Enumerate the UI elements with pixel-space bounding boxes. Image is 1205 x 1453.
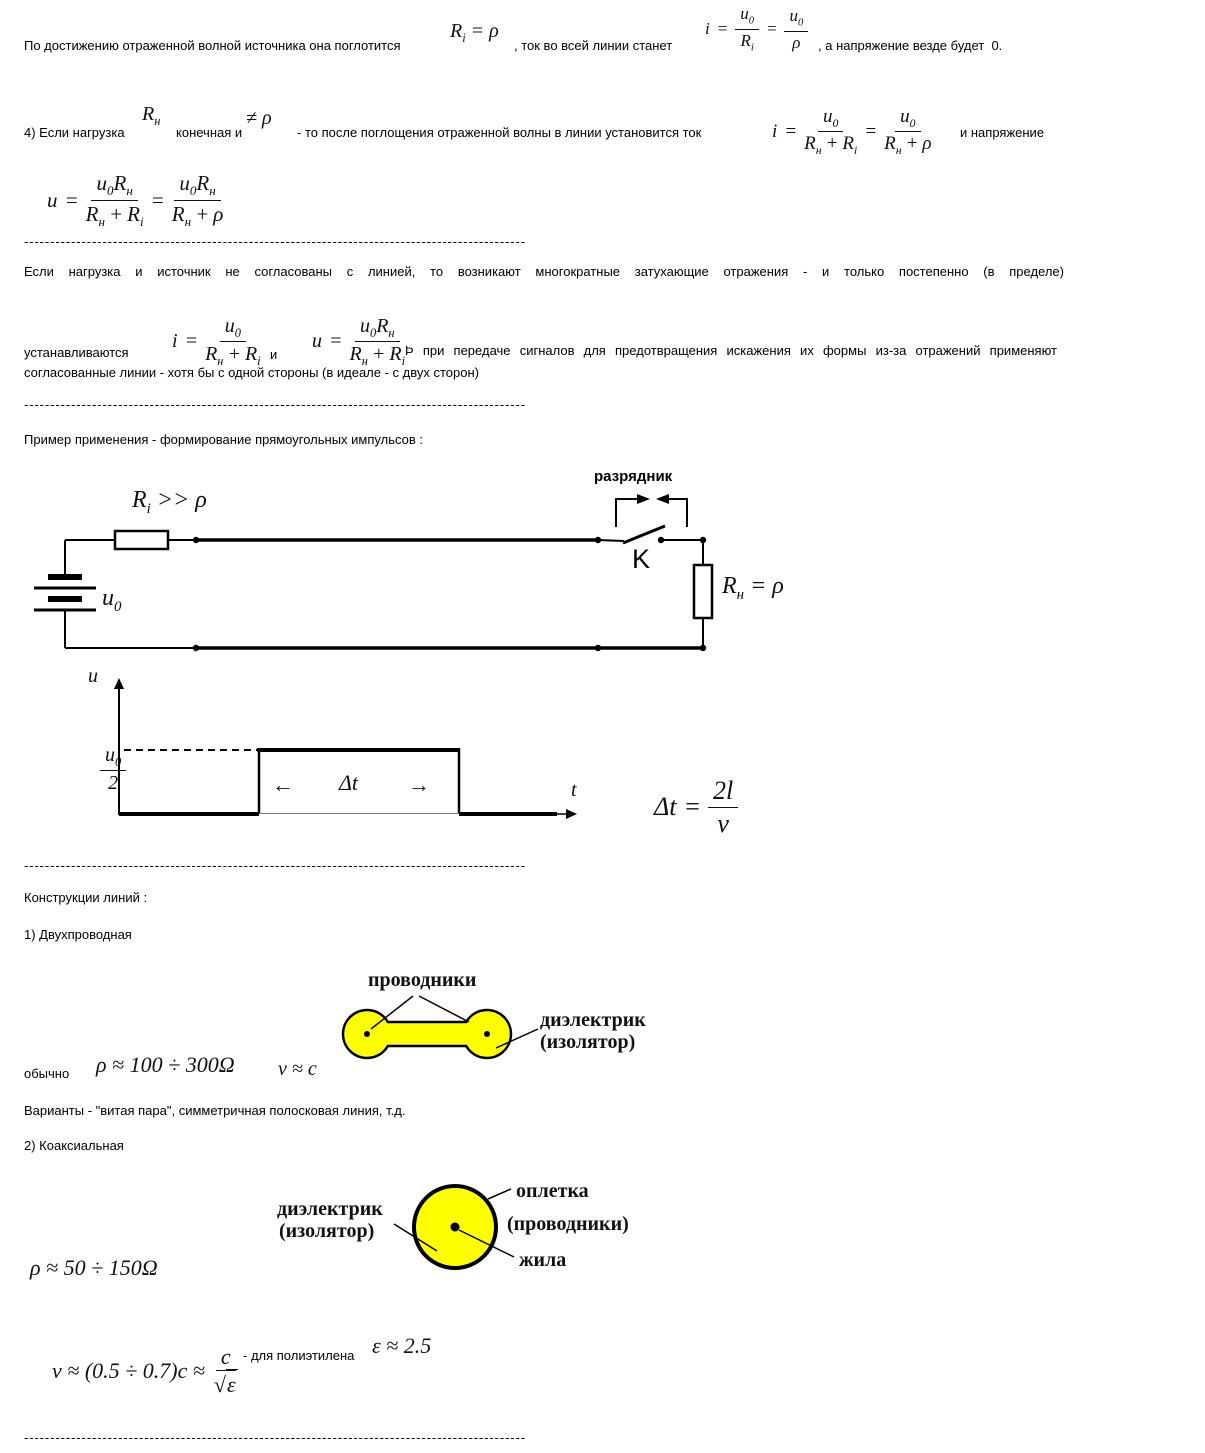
junction-dot — [700, 645, 706, 651]
paragraph-mismatched: Если нагрузка и источник не согласованы с линией, то возникают многократные затухающие отражения - и только постепенно (в пределе) — [24, 264, 1064, 279]
sym-sub: н — [154, 114, 161, 128]
sym: + — [371, 343, 386, 366]
formula-row — [52, 1344, 238, 1398]
fraction — [172, 171, 224, 230]
pointer-line — [488, 1189, 511, 1199]
sym-sub: н — [361, 354, 368, 369]
sym: ρ — [922, 133, 932, 155]
formula-rn — [142, 103, 160, 129]
numerator: c — [216, 1344, 236, 1371]
paragraph-matched-lines-1: Þ при передаче сигналов для предотвращения искажения их формы из-за отражений применяют — [405, 343, 1057, 358]
formula-rho-two-wire: ρ ≈ 100 ÷ 300Ω — [96, 1052, 235, 1077]
sym: R — [132, 487, 147, 513]
spark-gap-left-bracket — [616, 499, 639, 527]
sym: = — [716, 19, 729, 39]
sym: = ρ — [744, 573, 784, 599]
spark-gap-right-bracket — [667, 499, 687, 527]
fraction — [214, 1344, 238, 1398]
paragraph-variants: Варианты - "витая пара", симметричная полосковая линия, т.д. — [24, 1103, 406, 1118]
item-two-wire: 1) Двухпроводная — [24, 927, 132, 942]
formula-rho-coax: ρ ≈ 50 ÷ 150Ω — [30, 1255, 158, 1280]
fraction — [784, 6, 808, 52]
sym: = — [329, 330, 343, 353]
sym: v ≈ (0.5 ÷ 0.7)c ≈ — [52, 1357, 205, 1383]
switch-stub — [598, 540, 624, 541]
dashed-separator: ------------------------------------------------------------------------------------------------ — [24, 1430, 526, 1445]
sym: u — [900, 106, 910, 127]
paragraph-and-voltage: и напряжение — [960, 125, 1045, 140]
sym: = — [784, 120, 798, 142]
sym: R — [142, 103, 155, 125]
sym: R — [113, 171, 127, 195]
sym: u — [359, 315, 370, 337]
sym: ρ — [792, 32, 801, 52]
sym: Δt — [654, 792, 677, 822]
sym: = ρ — [465, 20, 499, 42]
formula-steady-current — [753, 84, 932, 180]
denominator — [172, 201, 224, 230]
sym-sub: 0 — [748, 15, 754, 27]
sym: R — [376, 315, 389, 337]
source-resistor — [115, 531, 168, 549]
sym-sub: н — [815, 144, 822, 158]
fraction — [735, 4, 759, 54]
u-axis-arrow-icon — [114, 678, 124, 689]
denominator — [792, 32, 800, 53]
conductor-dot — [484, 1031, 490, 1037]
formula-row — [772, 106, 932, 158]
formula-ri-eq-rho — [450, 20, 499, 46]
paragraph-reflected-wave: По достижению отраженной волной источника она поглотится — [24, 38, 401, 53]
paragraph-case4-lead: 4) Если нагрузка — [24, 125, 125, 140]
sym-sub: н — [388, 326, 395, 340]
sym-sub: i — [462, 31, 466, 45]
label-t-axis: t — [571, 779, 577, 801]
denominator — [740, 30, 753, 55]
numerator — [91, 171, 137, 201]
formula-epsilon: ε ≈ 2.5 — [372, 1333, 432, 1358]
sym: = — [765, 19, 778, 39]
sym: u — [102, 585, 114, 611]
sym: u — [224, 315, 235, 337]
sym-sub: н — [895, 144, 902, 158]
junction-dot — [595, 645, 601, 651]
fraction — [350, 315, 406, 369]
sym: i — [772, 120, 778, 142]
sym: u — [179, 171, 190, 195]
label-conductors: проводники — [368, 969, 477, 991]
junction-dot — [193, 645, 199, 651]
sym: u — [823, 106, 833, 127]
label-polyethylene: - для полиэтилена — [243, 1348, 355, 1363]
formula-row — [705, 4, 808, 54]
label-u0-over-2 — [80, 721, 126, 818]
sym-sub: i — [257, 354, 261, 369]
label-switch-k: K — [632, 544, 651, 574]
label-u-axis: u — [88, 665, 98, 687]
sym-sub: н — [736, 586, 745, 603]
label-u0-source — [102, 585, 121, 616]
dashed-separator: ------------------------------------------------------------------------------------------------ — [24, 234, 526, 249]
fraction — [205, 315, 261, 369]
sym: i — [172, 330, 178, 353]
label-ri-gg-rho — [132, 487, 207, 518]
coax-core-dot — [451, 1223, 460, 1232]
dashed-separator: ------------------------------------------------------------------------------------------------ — [24, 858, 526, 873]
sym: >> ρ — [150, 487, 207, 513]
sym: + — [195, 202, 210, 227]
numerator — [895, 106, 920, 132]
sym-sub: 0 — [106, 183, 114, 199]
junction-dot — [700, 537, 706, 543]
numerator — [818, 106, 843, 132]
fraction — [884, 106, 931, 158]
junction-dot — [193, 537, 199, 543]
paragraph-finite-and: конечная и — [176, 125, 243, 140]
sym: u — [740, 4, 749, 23]
sym-sub: 0 — [189, 183, 197, 199]
numerator — [735, 4, 759, 30]
label-rn-eq-rho — [722, 573, 784, 604]
sym: R — [884, 133, 896, 155]
formula-v-two-wire: v ≈ c — [278, 1058, 317, 1080]
numerator — [784, 6, 808, 32]
formula-delta-t — [628, 746, 738, 869]
numerator — [355, 315, 400, 342]
sym-sub: 0 — [234, 326, 241, 340]
dashed-separator: ------------------------------------------------------------------------------------------------ — [24, 397, 526, 412]
sym: ε — [226, 1369, 238, 1397]
sym: R — [171, 202, 185, 227]
t-axis-arrow-icon — [566, 809, 577, 819]
label-core: жила — [519, 1249, 567, 1271]
section-example-title: Пример применения - формирование прямоугольных импульсов : — [24, 432, 423, 447]
pulse-graph — [60, 655, 600, 825]
fraction — [86, 171, 144, 230]
sym-sub: i — [146, 500, 151, 517]
denominator — [86, 201, 144, 230]
fraction — [100, 744, 126, 795]
sym: = — [184, 330, 199, 353]
conductor-dot — [364, 1031, 370, 1037]
formula-row — [654, 776, 738, 839]
numerator: 2l — [708, 776, 738, 808]
paragraph-and: и — [270, 347, 278, 362]
section-constructions-title: Конструкции линий : — [24, 890, 148, 905]
formula-row — [312, 315, 405, 369]
paragraph-established: устанавливаются — [24, 345, 129, 360]
sym: u — [312, 330, 322, 353]
label-coax-dielectric: диэлектрик — [277, 1198, 383, 1220]
paragraph-matched-lines-2: согласованные линии - хотя бы с одной стороны (в идеале - с двух сторон) — [24, 365, 479, 380]
sym-sub: 0 — [115, 755, 122, 769]
fraction — [708, 776, 738, 839]
spark-gap-left-arrow-icon — [637, 494, 650, 504]
sym-sub: н — [209, 183, 216, 199]
label-braid: оплетка — [516, 1180, 589, 1202]
formula-neq-rho: ≠ ρ — [246, 107, 272, 129]
label-coax-insulator: (изолятор) — [279, 1220, 375, 1242]
paragraph-current-becomes: , ток во всей линии станет — [514, 38, 673, 53]
battery-plate-short-1 — [48, 574, 82, 580]
label-usually: обычно — [24, 1066, 70, 1081]
sym: R — [722, 573, 737, 599]
item-coaxial: 2) Коаксиальная — [24, 1138, 124, 1153]
arrow-left-icon: ← — [272, 772, 294, 797]
sym: R — [244, 343, 258, 366]
paragraph-voltage-zero: , а напряжение везде будет 0. — [818, 38, 1003, 53]
denominator: v — [717, 808, 729, 838]
denominator — [804, 132, 857, 157]
formula-current-top — [688, 0, 808, 74]
junction-dot — [595, 537, 601, 543]
label-braid-conductors: (проводники) — [507, 1213, 629, 1235]
sym: + — [905, 133, 919, 155]
sym: = — [150, 188, 165, 213]
sym-sub: н — [184, 214, 192, 230]
pointer-line — [419, 996, 469, 1022]
sym: R — [842, 133, 854, 155]
sym: + — [227, 343, 241, 366]
circuit-diagram — [0, 460, 840, 670]
label-dielectric: диэлектрик — [540, 1009, 646, 1031]
sqrt-icon: √ — [213, 1372, 226, 1398]
sym: + — [108, 202, 124, 227]
sym-sub: 0 — [114, 598, 122, 615]
sym-sub: i — [854, 144, 858, 158]
formula-row — [47, 171, 223, 230]
sym: u — [96, 171, 107, 195]
denominator: 2 — [108, 772, 119, 795]
sym: + — [825, 133, 839, 155]
label-delta-t: Δt — [339, 770, 359, 795]
label-spark-gap: разрядник — [594, 468, 673, 485]
sym: u — [47, 188, 58, 213]
sym: R — [349, 343, 362, 366]
label-insulator: (изолятор) — [540, 1031, 636, 1053]
sym: = — [64, 188, 79, 213]
sym: i — [705, 19, 710, 39]
sym-sub: 0 — [832, 116, 839, 130]
sym-sub: н — [126, 183, 133, 199]
formula-row — [172, 315, 261, 369]
sym-sub: i — [401, 354, 406, 369]
sym: = — [864, 120, 878, 142]
sym: R — [740, 30, 751, 50]
load-resistor — [694, 565, 712, 618]
sym-sub: i — [750, 41, 754, 53]
numerator — [174, 171, 220, 201]
denominator — [884, 132, 931, 157]
sym: R — [804, 133, 816, 155]
denominator — [214, 1371, 238, 1397]
sym: u — [105, 744, 115, 766]
sym: R — [127, 202, 140, 227]
sym-sub: н — [217, 354, 224, 369]
junction-dot — [658, 537, 664, 543]
battery-plate-short-2 — [48, 596, 82, 602]
sym: = — [683, 792, 702, 822]
sym-sub: 0 — [909, 116, 916, 130]
sym: R — [85, 202, 99, 227]
sym: R — [450, 20, 463, 42]
sym: R — [205, 343, 218, 366]
numerator — [100, 744, 126, 771]
formula-v-coax — [30, 1318, 238, 1424]
paragraph-case4-body: - то после поглощения отраженной волны в линии установится ток — [297, 125, 702, 140]
sym: ρ — [213, 202, 224, 227]
numerator — [220, 315, 246, 342]
sym-sub: н — [98, 214, 105, 230]
fraction — [804, 106, 857, 158]
sym: R — [196, 171, 210, 195]
arrow-right-icon: → — [408, 772, 430, 797]
sym-sub: 0 — [797, 17, 804, 29]
sym: u — [789, 5, 798, 25]
sym-sub: i — [139, 214, 144, 230]
sym: R — [389, 343, 402, 366]
sym-sub: 0 — [369, 326, 377, 340]
